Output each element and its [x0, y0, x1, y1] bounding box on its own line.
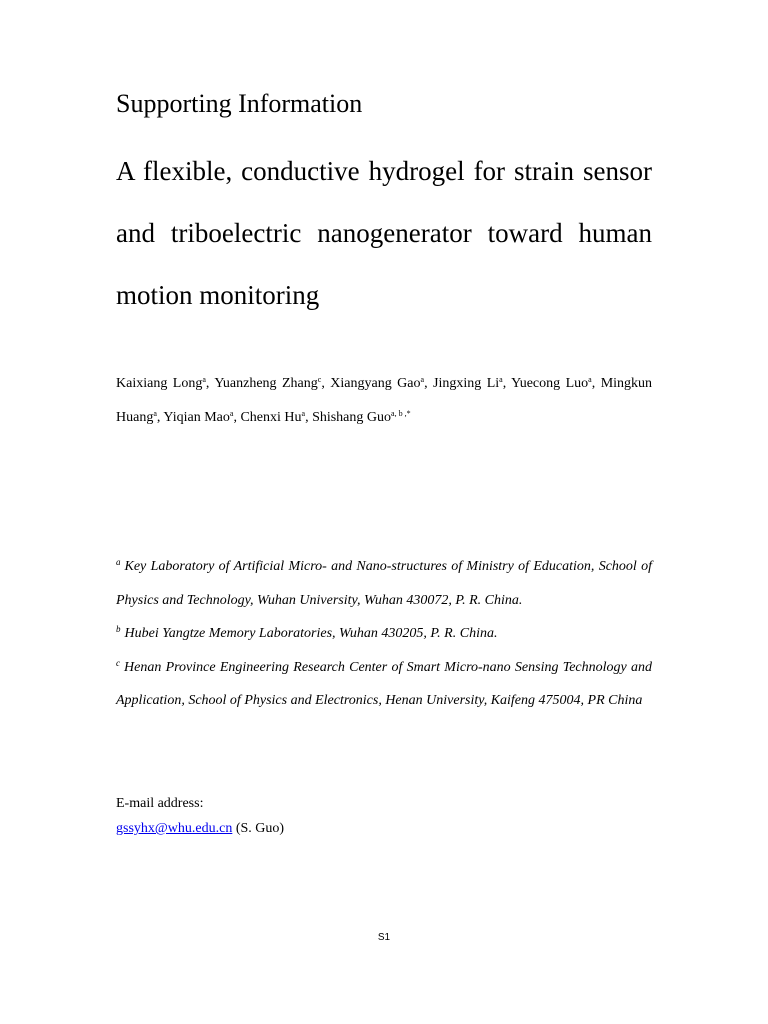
author-affiliation-mark: a — [202, 375, 206, 384]
supporting-information-heading: Supporting Information — [116, 89, 363, 118]
page-number: S1 — [377, 932, 391, 943]
author-affiliation-mark: a — [301, 409, 306, 418]
author-name: Yuanzheng Zhang — [214, 376, 318, 391]
affiliation-mark: c — [116, 657, 120, 668]
affiliation-a — [116, 550, 652, 617]
author-name: Chenxi Hu — [240, 410, 302, 425]
affiliation-text: Henan Province Engineering Research Center of Smart Micro-nano Sensing Technology and Application, School of Physics and Electronics, Henan University, Kaifeng 475004, PR China — [116, 659, 652, 708]
author-affiliation-mark: a — [588, 375, 592, 384]
author: Yuecong Luo$^a$, — [511, 375, 601, 391]
author-name: Kaixiang Long — [116, 376, 203, 391]
author-list — [116, 367, 652, 435]
author: Yiqian Mao$^a$, — [163, 409, 241, 425]
author-affiliation-mark: a — [229, 409, 234, 418]
author-affiliation-mark: a, b ,* — [391, 409, 411, 418]
email-label: E-mail address: — [116, 796, 204, 811]
author: Mingkun Huang$^a$, — [116, 376, 653, 425]
author-affiliation-mark: c — [317, 375, 322, 384]
author-name: Yiqian Mao — [163, 410, 230, 425]
author-name: Yuecong Luo — [511, 376, 589, 391]
author-affiliation-mark: a — [420, 375, 425, 384]
email-owner: (S. Guo) — [235, 821, 285, 836]
author-affiliation-mark: a — [153, 409, 157, 418]
author-name: Mingkun Huang — [116, 376, 653, 425]
affiliation-mark: b — [116, 624, 121, 634]
affiliation-b — [116, 617, 652, 651]
author: Jingxing Li$^a$, — [433, 375, 512, 391]
author — [312, 410, 411, 425]
author: Chenxi Hu$^a$, — [240, 409, 313, 425]
affiliation-text: Hubei Yangtze Memory Laboratories, Wuhan 430205, P. R. China. — [124, 626, 498, 641]
email-link[interactable]: gssyhx@whu.edu.cn — [116, 821, 233, 836]
author: Kaixiang Long$^a$, — [116, 375, 215, 391]
affiliation-mark: a — [116, 557, 121, 567]
affiliation-text: Key Laboratory of Artificial Micro- and Nano-structures of Ministry of Education, School of Physics and Technology, Wuhan University, Wuhan 430072, P. R. China. — [116, 559, 652, 608]
author-name: Shishang Guo — [312, 410, 392, 425]
author-name: Jingxing Li — [433, 376, 500, 391]
paper-title: A flexible, conductive hydrogel for strain sensor and triboelectric nanogenerator toward human motion monitoring — [116, 156, 652, 310]
author: Xiangyang Gao$^a$, — [330, 375, 434, 391]
email-line — [116, 816, 652, 841]
affiliation-c — [116, 651, 652, 718]
affiliations — [116, 550, 652, 718]
author-name: Xiangyang Gao — [330, 376, 421, 391]
author: Yuanzheng Zhang$^c$, — [214, 375, 331, 391]
author-affiliation-mark: a — [499, 375, 503, 384]
contact-info — [116, 791, 652, 841]
